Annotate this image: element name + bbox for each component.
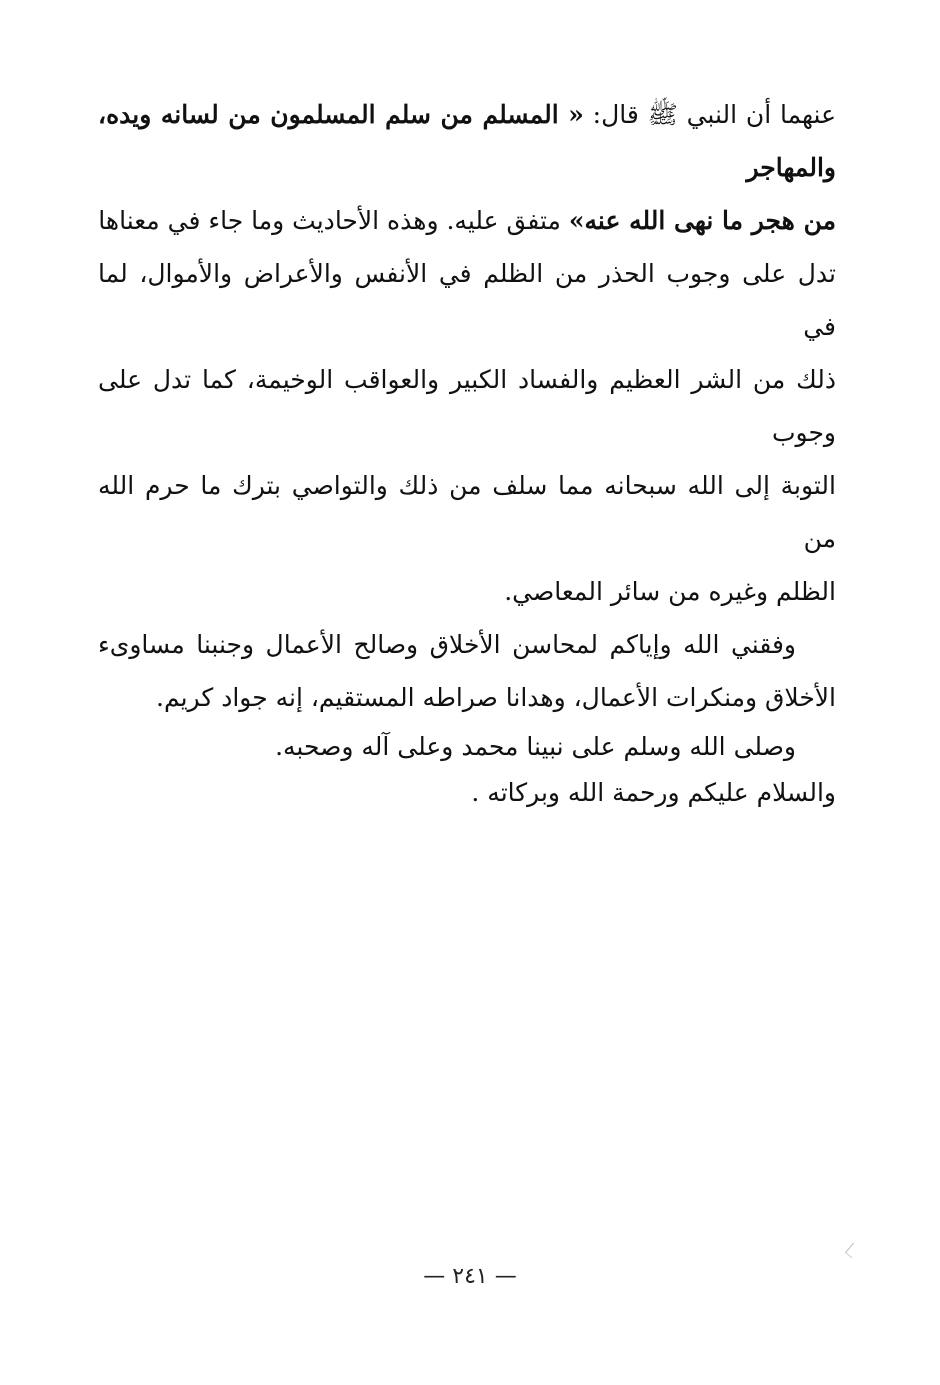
line-text: متفق عليه. وهذه الأحاديث وما جاء في معناها bbox=[98, 206, 569, 235]
paragraph-hadith bbox=[98, 88, 836, 618]
hadith-quote: من هجر ما نهى الله عنه» bbox=[568, 206, 836, 235]
closing-greeting: والسلام عليكم ورحمة الله وبركاته . bbox=[471, 778, 836, 807]
text-line bbox=[98, 88, 836, 194]
paragraph-supplication: وفقني الله وإياكم لمحاسن الأخلاق وصالح الأعمال وجنبنا مساوىء الأخلاق ومنكرات الأعمال، وهدانا صراطه المستقيم، إنه جواد كريم. bbox=[98, 630, 836, 712]
paragraph-salutation: وصلى الله وسلم على نبينا محمد وعلى آله وصحبه. bbox=[275, 732, 796, 761]
page-number: — ٢٤١ — bbox=[423, 1264, 517, 1289]
page-body-text bbox=[98, 88, 836, 816]
text-line: التوبة إلى الله سبحانه مما سلف من ذلك والتواصي بترك ما حرم الله من bbox=[98, 471, 836, 553]
text-line: الظلم وغيره من سائر المعاصي. bbox=[504, 577, 836, 606]
text-line: ذلك من الشر العظيم والفساد الكبير والعواقب الوخيمة، كما تدل على وجوب bbox=[98, 365, 836, 447]
text-line: تدل على وجوب الحذر من الظلم في الأنفس والأعراض والأموال، لما في bbox=[98, 259, 836, 341]
text-line bbox=[98, 194, 836, 247]
line-text: عنهما أن النبي ﷺ قال: bbox=[583, 100, 837, 129]
hadith-quote: « المسلم من سلم المسلمون من لسانه ويده، والمهاجر bbox=[98, 100, 836, 182]
scan-artifact-mark bbox=[845, 1243, 860, 1259]
